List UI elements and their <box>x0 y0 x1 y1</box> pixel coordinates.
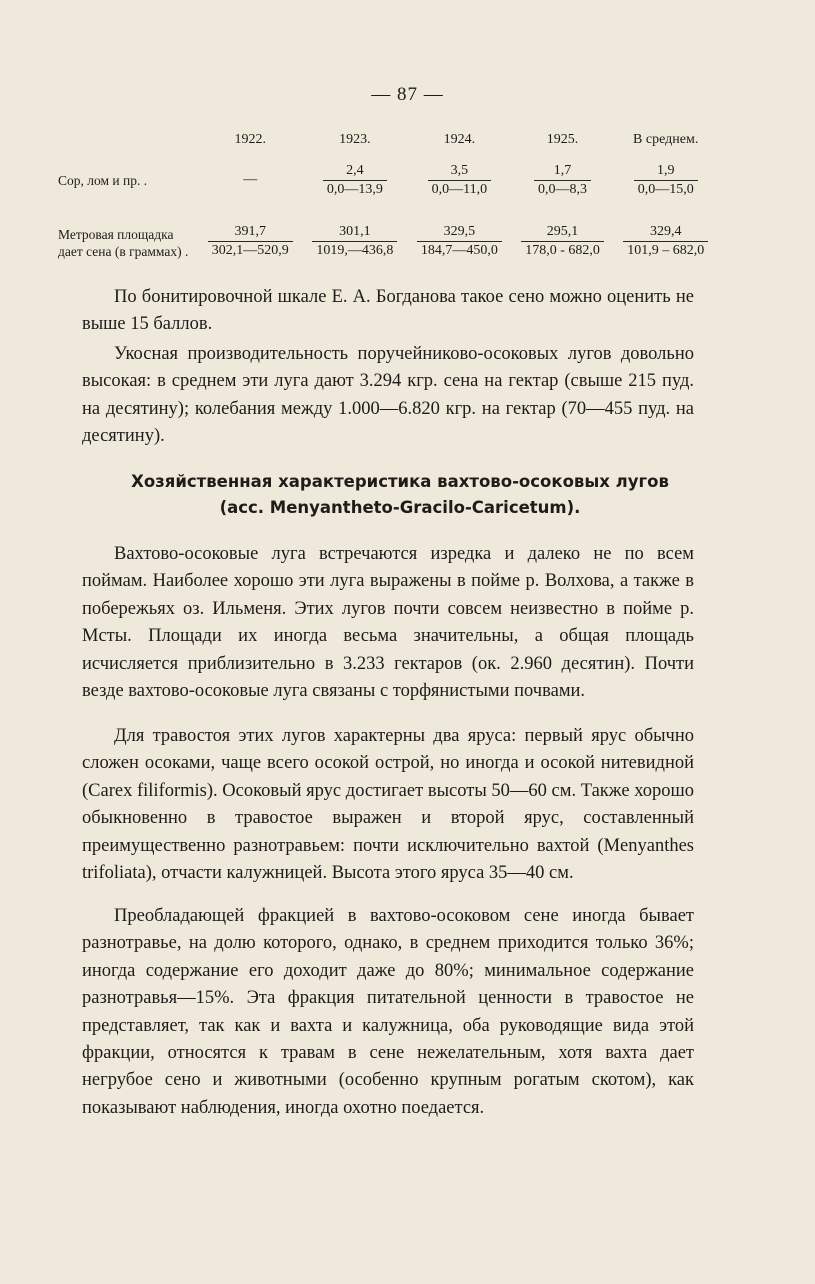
cell-mean: 301,1 <box>312 224 397 242</box>
table-cell <box>303 154 408 206</box>
column-header: 1925. <box>546 132 579 147</box>
cell-mean: 1,9 <box>634 163 698 181</box>
cell-range: 184,7—450,0 <box>420 242 498 258</box>
cell-fraction <box>428 163 491 198</box>
row-label: Метровая площадка дает сена (в граммах) . <box>58 227 189 259</box>
cell-fraction <box>312 224 397 259</box>
column-header <box>58 132 198 154</box>
cell-mean: 1,7 <box>534 163 591 181</box>
cell-mean: 3,5 <box>428 163 491 181</box>
table-cell <box>613 206 718 276</box>
paragraph: Укосная производительность поручейниково-осоковых лугов довольно высокая: в среднем эти луга дают 3.294 кгр. сена на гектар (свыше 215 пуд. на десятину); колебания между 1.000—6.820 кгр. на гектар (70—455 пуд. на десятину). <box>82 344 694 447</box>
table-cell <box>198 154 303 206</box>
cell-range: 0,0—13,9 <box>326 181 383 197</box>
paragraph: По бонитировочной шкале Е. А. Богданова такое сено можно оценить не выше 15 баллов. <box>82 287 694 335</box>
cell-range: 1019,—436,8 <box>316 242 394 258</box>
column-header: 1923. <box>339 132 371 147</box>
cell-fraction <box>208 224 293 259</box>
cell-range: 302,1—520,9 <box>211 242 289 258</box>
column-header: В среднем. <box>633 132 699 147</box>
cell-fraction <box>534 163 591 198</box>
cell-mean: 2,4 <box>323 163 387 181</box>
cell-range: 178,0 - 682,0 <box>525 242 600 258</box>
table-cell <box>512 206 614 276</box>
table-cell <box>407 154 512 206</box>
heading-line: Хозяйственная характеристика вахтово-осоковых лугов <box>131 472 669 491</box>
table-cell <box>198 206 303 276</box>
yield-table <box>58 132 718 276</box>
paragraph: Для травостоя этих лугов характерны два яруса: первый ярус обычно сложен осоками, чаще всего осокой острой, но иногда и осокой нитевидной (Carex filiformis). Осоковый ярус достигает высоты 50—60 см. Также хорошо обыкновенно в травостое выражен и второй ярус, составленный преимущественно разнотравьем: почти исключительно вахтой (Menyanthes trifoliata), отчасти калужницей. Высота этого яруса 35—40 см. <box>82 726 694 884</box>
cell-range: 0,0—15,0 <box>637 181 694 197</box>
column-header: 1924. <box>443 132 476 147</box>
table-row <box>58 154 718 206</box>
cell-range: 0,0—11,0 <box>431 181 488 197</box>
column-header: 1922. <box>234 132 267 147</box>
table-row <box>58 206 718 276</box>
cell-fraction <box>521 224 604 259</box>
cell-fraction <box>417 224 502 259</box>
row-label: Сор, лом и пр. . <box>58 172 148 188</box>
cell-mean: 329,5 <box>417 224 502 242</box>
table-cell <box>407 206 512 276</box>
table-cell <box>613 154 718 206</box>
page-number: — 87 — <box>371 84 444 105</box>
cell-fraction <box>634 163 698 198</box>
cell-range: 101,9 – 682,0 <box>627 242 705 258</box>
cell-mean: 295,1 <box>521 224 604 242</box>
cell-mean: 391,7 <box>208 224 293 242</box>
cell-mean: 329,4 <box>623 224 708 242</box>
paragraph: Вахтово-осоковые луга встречаются изредка и далеко не по всем поймам. Наиболее хорошо эти луга выражены в пойме р. Волхова, а также в побережьях оз. Ильменя. Этих лугов почти совсем неизвестно в пойме р. Мсты. Площади их иногда весьма значительны, а общая площадь исчисляется приблизительно в 3.233 гектаров (ок. 2.960 десятин). Почти везде вахтово-осоковые луга связаны с торфянистыми почвами. <box>82 544 694 702</box>
table-header-row <box>58 132 718 154</box>
cell-fraction <box>623 224 708 259</box>
table-cell <box>303 206 408 276</box>
heading-line: (асс. Menyantheto-Gracilo-Caricetum). <box>219 498 581 517</box>
cell-fraction <box>323 163 387 198</box>
cell-range: 0,0—8,3 <box>538 181 588 197</box>
paragraph: Преобладающей фракцией в вахтово-осоковом сене иногда бывает разнотравье, на долю которого, однако, в среднем приходится только 36%; иногда содержание его доходит даже до 80%; минимальное содержание разнотравья—15%. Эта фракция питательной ценности в травостое не представляет, так как и вахта и калужница, оба руководящие вида этой фракции, относятся к травам в сене нежелательным, хотя вахта дает негрубое сено и животными (особенно крупным рогатым скотом), как показывают наблюдения, иногда охотно поедается. <box>82 906 694 1118</box>
table-cell <box>512 154 614 206</box>
section-heading <box>60 469 740 521</box>
cell-value: — <box>243 172 258 187</box>
